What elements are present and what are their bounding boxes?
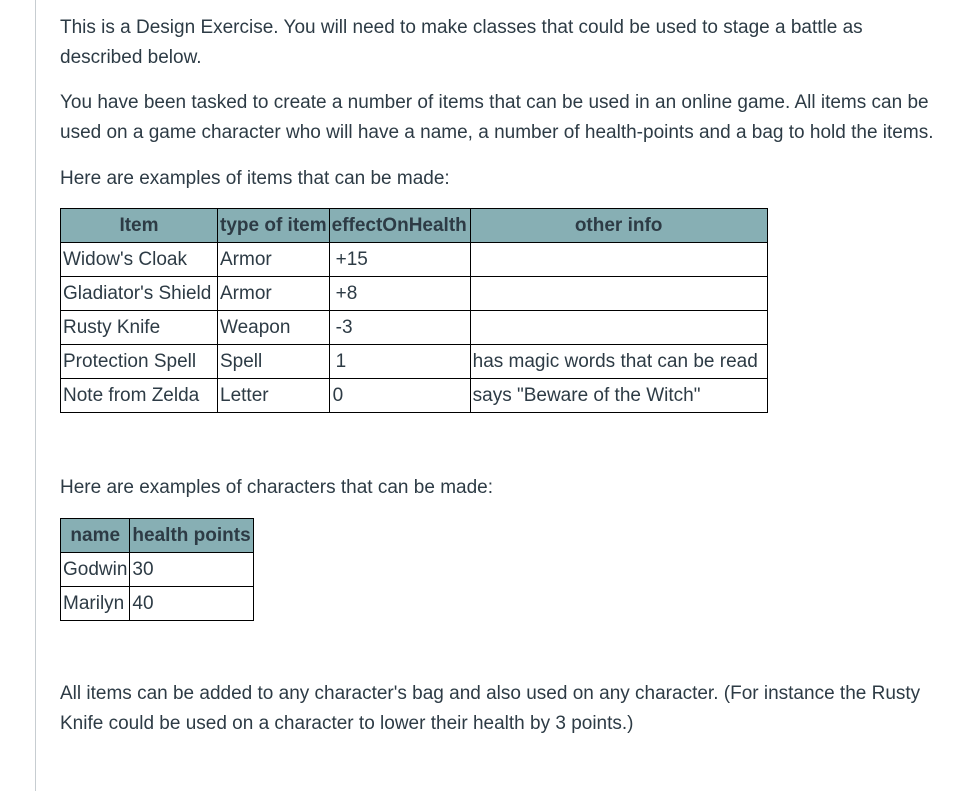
header-effect-on-health: effectOnHealth [329, 209, 470, 243]
header-name: name [61, 519, 130, 553]
table-row [61, 553, 254, 587]
closing-paragraph: All items can be added to any character's bag and also used on any character. (For instance the Rusty Knife could be used on a character to lower their health by 3 points.) [60, 683, 921, 734]
task-paragraph: You have been tasked to create a number of items that can be used in an online game. All items can be used on a game character who will have a name, a number of health-points and a bag to hold the items. [60, 92, 934, 143]
intro-paragraph: This is a Design Exercise. You will need to make classes that could be used to stage a battle as described below. [60, 17, 863, 68]
left-border-line [35, 0, 36, 791]
item-info-cell [470, 311, 767, 345]
character-health-cell: 30 [130, 553, 253, 587]
item-info-cell [470, 277, 767, 311]
item-info-cell [470, 243, 767, 277]
table-row [61, 311, 768, 345]
character-name-cell: Godwin [61, 553, 130, 587]
items-table [60, 208, 768, 413]
item-effect-cell: -3 [329, 311, 470, 345]
table-row [61, 379, 768, 413]
header-type-of-item: type of item [218, 209, 330, 243]
assignment-content [60, 13, 945, 739]
table-row [61, 587, 254, 621]
item-name-cell: Rusty Knife [61, 311, 218, 345]
character-name-cell: Marilyn [61, 587, 130, 621]
characters-table-header-row [61, 519, 254, 553]
header-other-info: other info [470, 209, 767, 243]
header-health-points: health points [130, 519, 253, 553]
header-item: Item [61, 209, 218, 243]
item-info-cell: says "Beware of the Witch" [470, 379, 767, 413]
item-type-cell: Letter [218, 379, 330, 413]
item-type-cell: Armor [218, 277, 330, 311]
item-name-cell: Gladiator's Shield [61, 277, 218, 311]
item-name-cell: Protection Spell [61, 345, 218, 379]
character-health-cell: 40 [130, 587, 253, 621]
item-effect-cell: +8 [329, 277, 470, 311]
item-effect-cell: 0 [329, 379, 470, 413]
item-effect-cell: +15 [329, 243, 470, 277]
item-name-cell: Note from Zelda [61, 379, 218, 413]
characters-table [60, 518, 254, 621]
items-table-header-row [61, 209, 768, 243]
table-row [61, 243, 768, 277]
item-type-cell: Weapon [218, 311, 330, 345]
table-row [61, 277, 768, 311]
item-type-cell: Spell [218, 345, 330, 379]
items-heading: Here are examples of items that can be made: [60, 168, 450, 189]
item-effect-cell: 1 [329, 345, 470, 379]
item-type-cell: Armor [218, 243, 330, 277]
table-row [61, 345, 768, 379]
item-info-cell: has magic words that can be read [470, 345, 767, 379]
item-name-cell: Widow's Cloak [61, 243, 218, 277]
characters-heading: Here are examples of characters that can be made: [60, 477, 494, 498]
